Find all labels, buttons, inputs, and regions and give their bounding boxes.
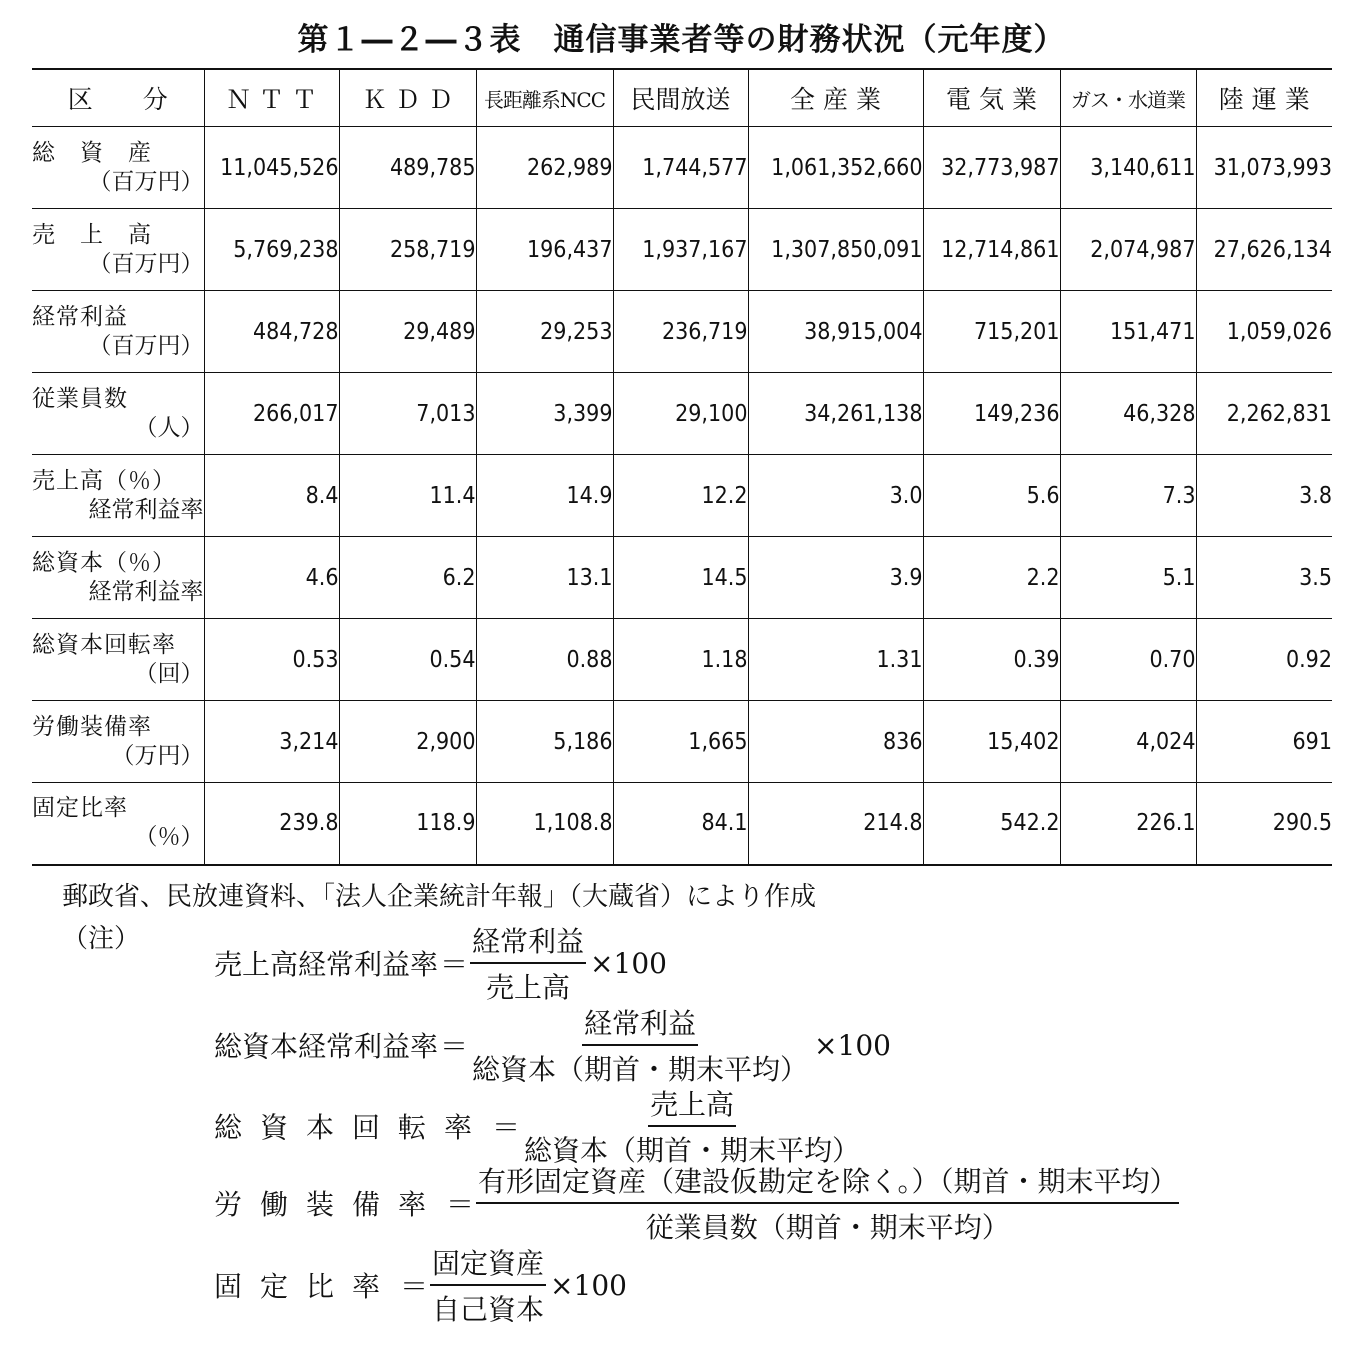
table-cell: 1,059,026 <box>1196 291 1332 373</box>
row-label-text: 総資本回転率 <box>32 631 176 658</box>
table-cell: 3.8 <box>1196 455 1332 537</box>
formula-name: 総資本回転率 <box>214 1111 491 1144</box>
table-cell: 46,328 <box>1060 373 1196 455</box>
table-cell: 214.8 <box>748 783 923 865</box>
row-label-text: 経常利益 <box>32 303 128 330</box>
row-label-text: 固定比率 <box>32 795 128 822</box>
table-cell: 262,989 <box>476 127 613 209</box>
row-unit-text: （百万円） <box>88 250 204 277</box>
row-label-text: 売上高（％） <box>32 467 176 494</box>
table-row <box>32 783 1332 865</box>
row-unit-text: 経常利益率 <box>88 496 204 523</box>
table-cell: 236,719 <box>613 291 748 373</box>
table-cell: 290.5 <box>1196 783 1332 865</box>
table-cell: 32,773,987 <box>923 127 1060 209</box>
fraction-denominator: 売上高 <box>486 971 571 1004</box>
fraction-numerator: 売上高 <box>648 1083 736 1127</box>
table-cell: 11,045,526 <box>204 127 339 209</box>
table-cell: 4.6 <box>204 537 339 619</box>
row-label-text: 労働装備率 <box>32 713 152 740</box>
table-cell: 4,024 <box>1060 701 1196 783</box>
row-unit-text: （万円） <box>111 742 204 769</box>
table-cell: 3.0 <box>748 455 923 537</box>
table-cell: 1.18 <box>613 619 748 701</box>
header-cell: ガス・水道業 <box>1060 69 1196 127</box>
header-cell: 区 分 <box>32 69 204 127</box>
table-cell: 542.2 <box>923 783 1060 865</box>
formula <box>214 1242 627 1328</box>
fraction-denominator: 自己資本 <box>432 1293 545 1326</box>
table-cell: 5.1 <box>1060 537 1196 619</box>
table-cell: 1,108.8 <box>476 783 613 865</box>
formula-equals: ＝ <box>492 1111 521 1144</box>
table-cell: 2,900 <box>339 701 476 783</box>
table-cell: 2.2 <box>923 537 1060 619</box>
table-cell: 691 <box>1196 701 1332 783</box>
fraction <box>476 1160 1179 1246</box>
table-cell: 34,261,138 <box>748 373 923 455</box>
table-cell: 14.5 <box>613 537 748 619</box>
table-cell: 715,201 <box>923 291 1060 373</box>
table-cell: 3,214 <box>204 701 339 783</box>
table-cell: 196,437 <box>476 209 613 291</box>
table-cell: 8.4 <box>204 455 339 537</box>
table-cell: 5,769,238 <box>204 209 339 291</box>
formula-name: 売上高経常利益率 <box>214 948 439 981</box>
table-cell: 29,489 <box>339 291 476 373</box>
fraction <box>522 1083 862 1169</box>
table-cell: 3,399 <box>476 373 613 455</box>
table-row <box>32 373 1332 455</box>
formula-equals: ＝ <box>400 1270 429 1303</box>
row-label <box>32 455 204 537</box>
table-cell: 15,402 <box>923 701 1060 783</box>
header-cell: 陸 運 業 <box>1196 69 1332 127</box>
row-label <box>32 291 204 373</box>
table-cell: 1,061,352,660 <box>748 127 923 209</box>
header-cell: Ｋ Ｄ Ｄ <box>339 69 476 127</box>
fraction-numerator: 固定資産 <box>430 1242 546 1286</box>
row-label <box>32 209 204 291</box>
table-cell: 31,073,993 <box>1196 127 1332 209</box>
formula-equals: ＝ <box>440 1030 469 1063</box>
table-row <box>32 701 1332 783</box>
header-cell: 全 産 業 <box>748 69 923 127</box>
table-cell: 836 <box>748 701 923 783</box>
table-cell: 5.6 <box>923 455 1060 537</box>
table-cell: 118.9 <box>339 783 476 865</box>
table-cell: 5,186 <box>476 701 613 783</box>
table-cell: 84.1 <box>613 783 748 865</box>
fraction-denominator: 総資本（期首・期末平均） <box>524 1134 861 1167</box>
formula-name: 労働装備率 <box>214 1188 445 1221</box>
table-cell: 1,665 <box>613 701 748 783</box>
fraction <box>470 1002 810 1088</box>
formula <box>214 1002 891 1088</box>
table-cell: 489,785 <box>339 127 476 209</box>
note-label: （注） <box>62 924 141 954</box>
header-cell: 電 気 業 <box>923 69 1060 127</box>
table-cell: 2,074,987 <box>1060 209 1196 291</box>
row-unit-text: （％） <box>134 824 204 851</box>
row-label <box>32 783 204 865</box>
fraction-denominator: 従業員数（期首・期末平均） <box>645 1211 1010 1244</box>
table-cell: 258,719 <box>339 209 476 291</box>
header-cell: 民間放送 <box>613 69 748 127</box>
table-cell: 1,307,850,091 <box>748 209 923 291</box>
table-cell: 0.88 <box>476 619 613 701</box>
fraction-numerator: 経常利益 <box>470 920 586 964</box>
table-cell: 0.92 <box>1196 619 1332 701</box>
table-row <box>32 127 1332 209</box>
formula-name: 総資本経常利益率 <box>214 1030 439 1063</box>
table-cell: 1,744,577 <box>613 127 748 209</box>
table-cell: 14.9 <box>476 455 613 537</box>
row-unit-text: （人） <box>134 414 204 441</box>
row-unit-text: （回） <box>134 660 204 687</box>
formula-equals: ＝ <box>440 948 469 981</box>
table-cell: 13.1 <box>476 537 613 619</box>
table-cell: 266,017 <box>204 373 339 455</box>
table-cell: 12,714,861 <box>923 209 1060 291</box>
fraction <box>470 920 586 1006</box>
row-unit-text: 経常利益率 <box>88 578 204 605</box>
table-cell: 3,140,611 <box>1060 127 1196 209</box>
fraction-numerator: 経常利益 <box>582 1002 698 1046</box>
table-row <box>32 291 1332 373</box>
formula <box>214 1083 862 1169</box>
table-cell: 29,253 <box>476 291 613 373</box>
table-cell: 226.1 <box>1060 783 1196 865</box>
table-row <box>32 537 1332 619</box>
row-label <box>32 537 204 619</box>
source-note: 郵政省、民放連資料、「法人企業統計年報」（大蔵省）により作成 <box>62 882 817 912</box>
table-cell: 1,937,167 <box>613 209 748 291</box>
table-cell: 29,100 <box>613 373 748 455</box>
table-cell: 11.4 <box>339 455 476 537</box>
table-cell: 12.2 <box>613 455 748 537</box>
formula-name: 固定比率 <box>214 1270 399 1303</box>
table-row <box>32 619 1332 701</box>
table-cell: 0.39 <box>923 619 1060 701</box>
formula-multiplier: ×100 <box>550 1268 627 1302</box>
row-unit-text: （百万円） <box>88 332 204 359</box>
row-label <box>32 619 204 701</box>
financial-table <box>32 68 1332 866</box>
formula-multiplier: ×100 <box>814 1028 891 1062</box>
table-cell: 0.53 <box>204 619 339 701</box>
formula <box>214 920 667 1006</box>
row-label-text: 売 上 高 <box>32 221 152 248</box>
table-cell: 38,915,004 <box>748 291 923 373</box>
table-cell: 1.31 <box>748 619 923 701</box>
formula <box>214 1160 1179 1246</box>
table-cell: 149,236 <box>923 373 1060 455</box>
fraction-denominator: 総資本（期首・期末平均） <box>472 1053 809 1086</box>
fraction <box>430 1242 546 1328</box>
formula-multiplier: ×100 <box>590 946 667 980</box>
row-label <box>32 373 204 455</box>
header-cell: Ｎ Ｔ Ｔ <box>204 69 339 127</box>
table-cell: 0.70 <box>1060 619 1196 701</box>
header-cell: 長距離系NCC <box>476 69 613 127</box>
table-cell: 2,262,831 <box>1196 373 1332 455</box>
table-row <box>32 455 1332 537</box>
table-cell: 3.5 <box>1196 537 1332 619</box>
row-label-text: 総 資 産 <box>32 139 152 166</box>
page-title: 第１―２―３表 通信事業者等の財務状況（元年度） <box>297 22 1066 58</box>
table-cell: 7.3 <box>1060 455 1196 537</box>
row-unit-text: （百万円） <box>88 168 204 195</box>
table-cell: 27,626,134 <box>1196 209 1332 291</box>
table-cell: 0.54 <box>339 619 476 701</box>
row-label <box>32 127 204 209</box>
row-label <box>32 701 204 783</box>
table-header-row <box>32 69 1332 127</box>
table-cell: 6.2 <box>339 537 476 619</box>
table-cell: 7,013 <box>339 373 476 455</box>
formula-equals: ＝ <box>446 1188 475 1221</box>
table-cell: 484,728 <box>204 291 339 373</box>
fraction-numerator: 有形固定資産（建設仮勘定を除く。）（期首・期末平均） <box>476 1160 1179 1204</box>
table-cell: 239.8 <box>204 783 339 865</box>
table-cell: 151,471 <box>1060 291 1196 373</box>
table-row <box>32 209 1332 291</box>
row-label-text: 従業員数 <box>32 385 128 412</box>
row-label-text: 総資本（％） <box>32 549 176 576</box>
table-cell: 3.9 <box>748 537 923 619</box>
